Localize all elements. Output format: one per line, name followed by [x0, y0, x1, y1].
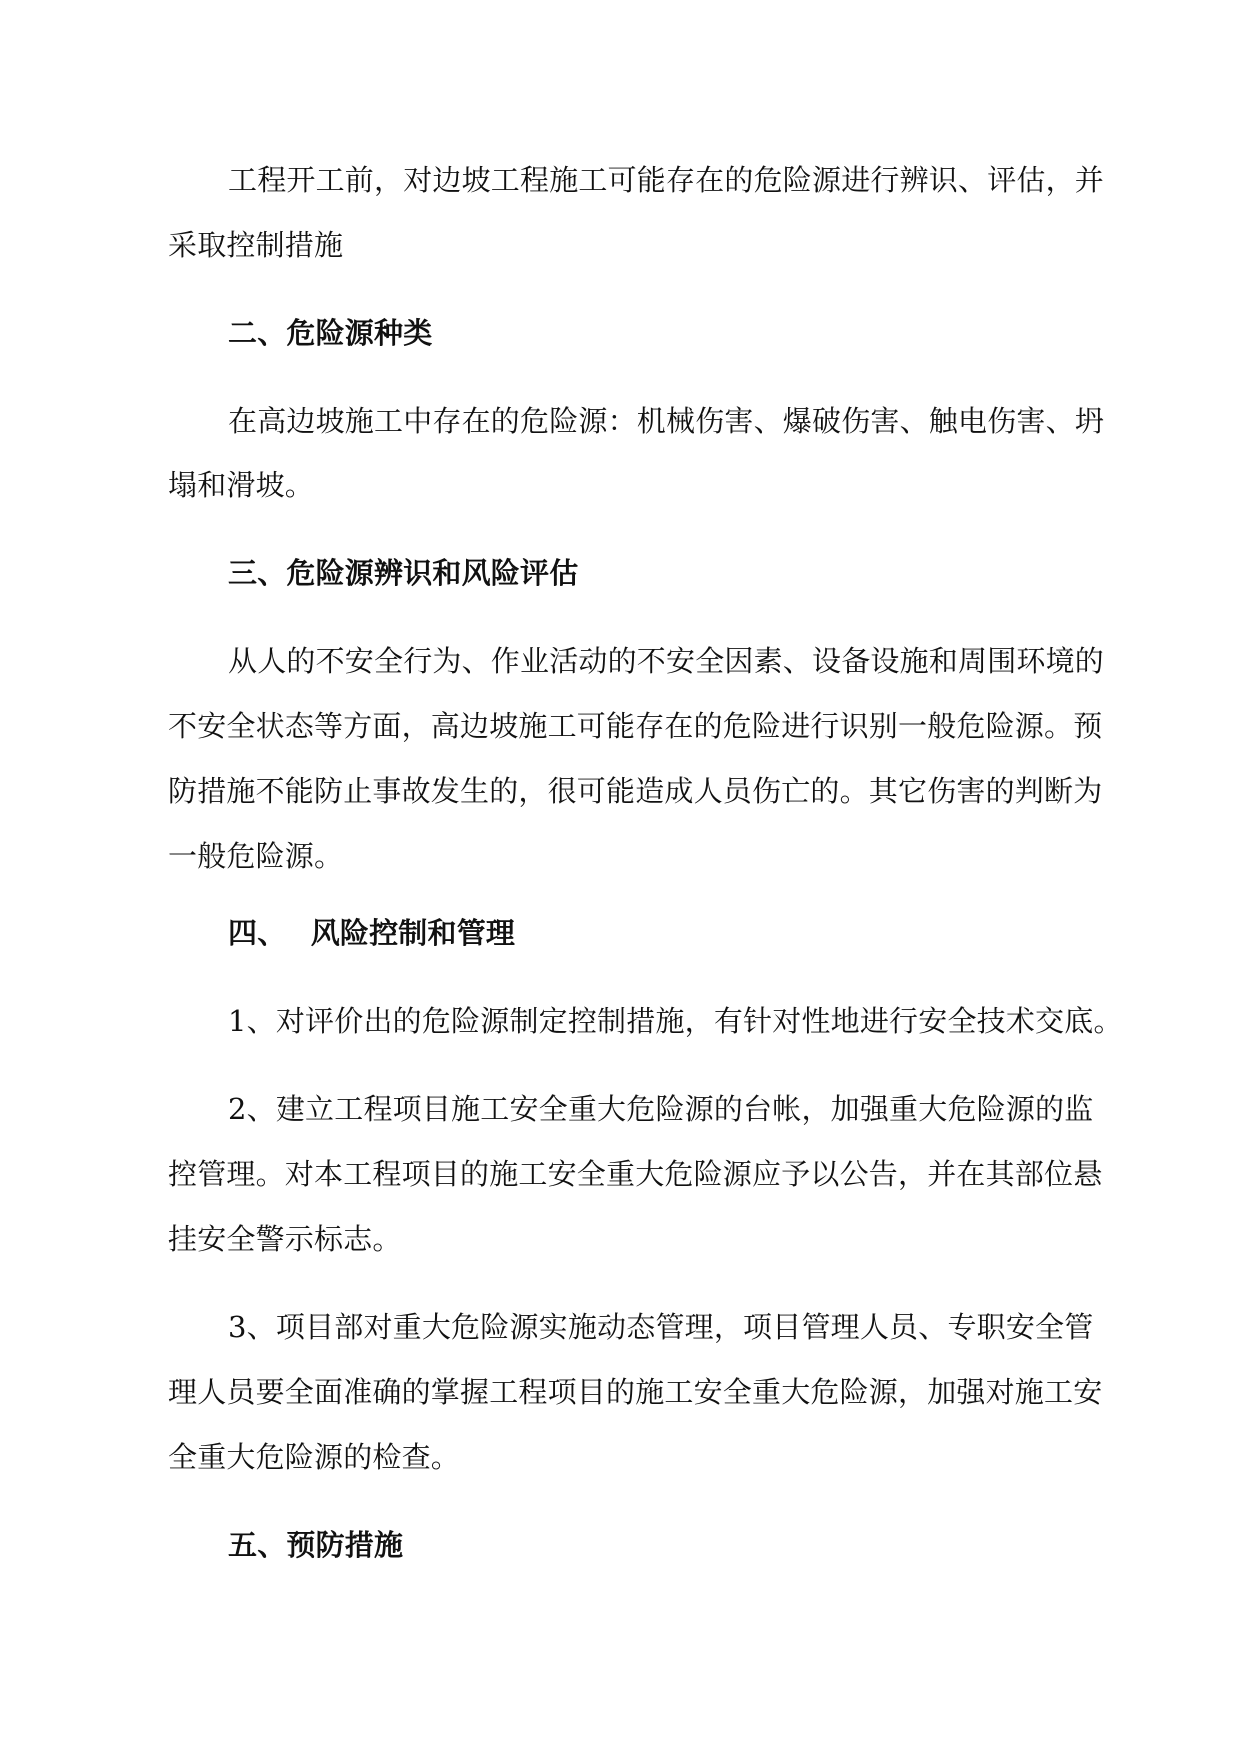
section-2-heading: 二、危险源种类 — [228, 316, 433, 350]
section-2-line-2: 塌和滑坡。 — [168, 468, 315, 502]
section-4-item-3-line-2: 理人员要全面准确的掌握工程项目的施工安全重大危险源，加强对施工安 — [168, 1375, 1103, 1409]
section-4-item-3-line-1: 3、项目部对重大危险源实施动态管理，项目管理人员、专职安全管 — [228, 1310, 1094, 1344]
section-3-line-3: 防措施不能防止事故发生的，很可能造成人员伤亡的。其它伤害的判断为 — [168, 774, 1103, 808]
section-4-item-2-line-2: 控管理。对本工程项目的施工安全重大危险源应予以公告，并在其部位悬 — [168, 1157, 1103, 1191]
section-4-heading: 四、 风险控制和管理 — [228, 916, 516, 950]
section-2-line-1: 在高边坡施工中存在的危险源：机械伤害、爆破伤害、触电伤害、坍 — [228, 404, 1105, 438]
intro-line-1: 工程开工前，对边坡工程施工可能存在的危险源进行辨识、评估，并 — [228, 163, 1105, 197]
section-3-line-4: 一般危险源。 — [168, 839, 344, 873]
section-4-item-1: 1、对评价出的危险源制定控制措施，有针对性地进行安全技术交底。 — [228, 1004, 1123, 1038]
intro-line-2: 采取控制措施 — [168, 228, 344, 262]
section-3-heading: 三、危险源辨识和风险评估 — [228, 556, 579, 590]
section-5-heading: 五、预防措施 — [228, 1528, 404, 1562]
section-3-line-1: 从人的不安全行为、作业活动的不安全因素、设备设施和周围环境的 — [228, 644, 1105, 678]
section-4-item-2-line-3: 挂安全警示标志。 — [168, 1222, 402, 1256]
section-3-line-2: 不安全状态等方面，高边坡施工可能存在的危险进行识别一般危险源。预 — [168, 709, 1103, 743]
section-4-item-2-line-1: 2、建立工程项目施工安全重大危险源的台帐，加强重大危险源的监 — [228, 1092, 1094, 1126]
section-4-item-3-line-3: 全重大危险源的检查。 — [168, 1440, 461, 1474]
